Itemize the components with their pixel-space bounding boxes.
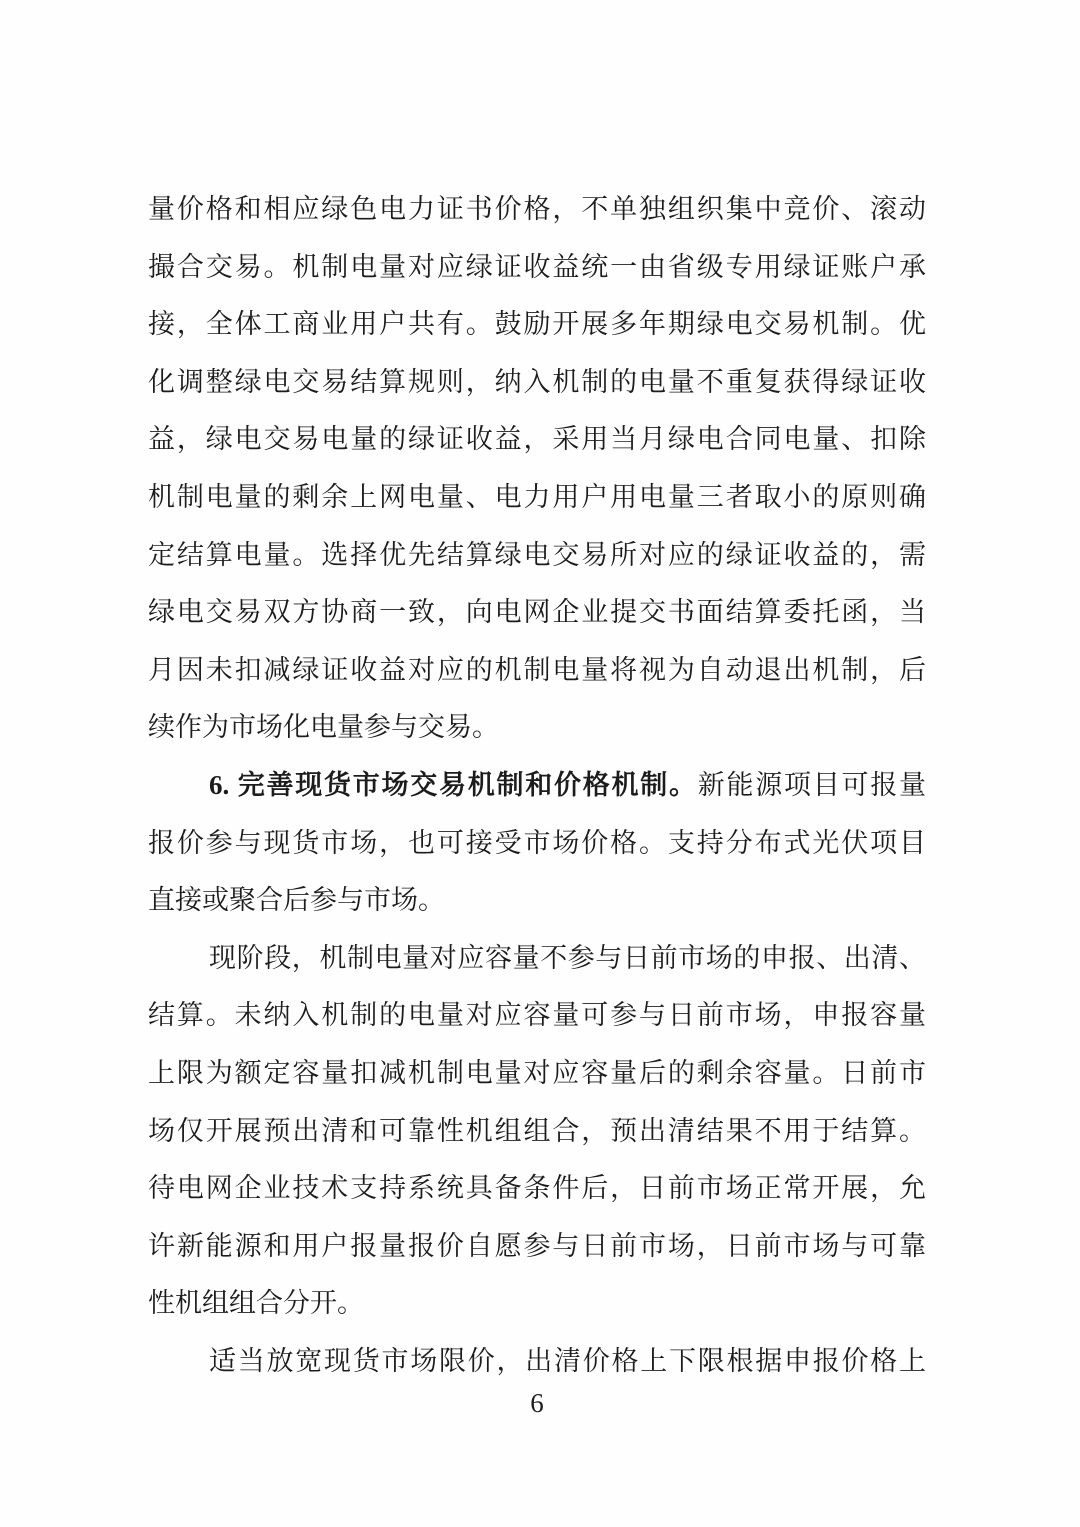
text-line <box>148 757 926 815</box>
text-segment: 性机组组合分开。 <box>148 1288 364 1319</box>
text-segment: 益，绿电交易电量的绿证收益，采用当月绿电合同电量、扣除 <box>148 424 926 455</box>
text-line <box>148 930 926 988</box>
text-line <box>148 584 926 642</box>
page-number: 6 <box>530 1388 544 1418</box>
text-segment: 定结算电量。选择优先结算绿电交易所对应的绿证收益的，需 <box>148 539 926 570</box>
text-line <box>148 354 926 412</box>
text-segment: 待电网企业技术支持系统具备条件后，日前市场正常开展，允 <box>148 1173 926 1204</box>
text-segment: 续作为市场化电量参与交易。 <box>148 712 499 743</box>
text-segment: 量价格和相应绿色电力证书价格，不单独组织集中竞价、滚动 <box>148 194 926 224</box>
text-segment: 化调整绿电交易结算规则，纳入机制的电量不重复获得绿证收 <box>148 366 926 397</box>
document-body <box>148 181 926 1390</box>
text-segment: 月因未扣减绿证收益对应的机制电量将视为自动退出机制，后 <box>148 654 926 685</box>
text-segment: 接，全体工商业用户共有。鼓励开展多年期绿电交易机制。优 <box>148 309 926 340</box>
section-heading: 6. 完善现货市场交易机制和价格机制。 <box>209 769 698 800</box>
text-line <box>148 181 926 239</box>
text-segment: 场仅开展预出清和可靠性机组组合，预出清结果不用于结算。 <box>148 1115 926 1146</box>
text-line <box>148 469 926 527</box>
text-line <box>148 642 926 700</box>
text-segment: 报价参与现货市场，也可接受市场价格。支持分布式光伏项目 <box>148 827 926 858</box>
text-segment: 机制电量的剩余上网电量、电力用户用电量三者取小的原则确 <box>148 481 926 512</box>
text-line <box>148 987 926 1045</box>
text-segment: 新能源项目可报量 <box>697 769 926 800</box>
text-segment: 直接或聚合后参与市场。 <box>148 885 445 916</box>
text-segment: 许新能源和用户报量报价自愿参与日前市场，日前市场与可靠 <box>148 1230 926 1261</box>
text-segment: 现阶段，机制电量对应容量不参与日前市场的申报、出清、 <box>209 942 926 973</box>
text-line <box>148 815 926 873</box>
text-line <box>148 527 926 585</box>
text-line <box>148 1218 926 1276</box>
text-line <box>148 239 926 297</box>
text-line <box>148 296 926 354</box>
text-line <box>148 1103 926 1161</box>
text-line <box>148 699 926 757</box>
text-line <box>148 1160 926 1218</box>
text-line <box>148 872 926 930</box>
text-line <box>148 1275 926 1333</box>
text-line <box>148 411 926 469</box>
text-segment: 撮合交易。机制电量对应绿证收益统一由省级专用绿证账户承 <box>148 251 926 282</box>
text-segment: 上限为额定容量扣减机制电量对应容量后的剩余容量。日前市 <box>148 1057 926 1088</box>
text-segment: 结算。未纳入机制的电量对应容量可参与日前市场，申报容量 <box>148 1000 926 1031</box>
text-line <box>148 1045 926 1103</box>
text-segment: 绿电交易双方协商一致，向电网企业提交书面结算委托函，当 <box>148 597 926 628</box>
text-segment: 适当放宽现货市场限价，出清价格上下限根据申报价格上 <box>209 1345 926 1376</box>
